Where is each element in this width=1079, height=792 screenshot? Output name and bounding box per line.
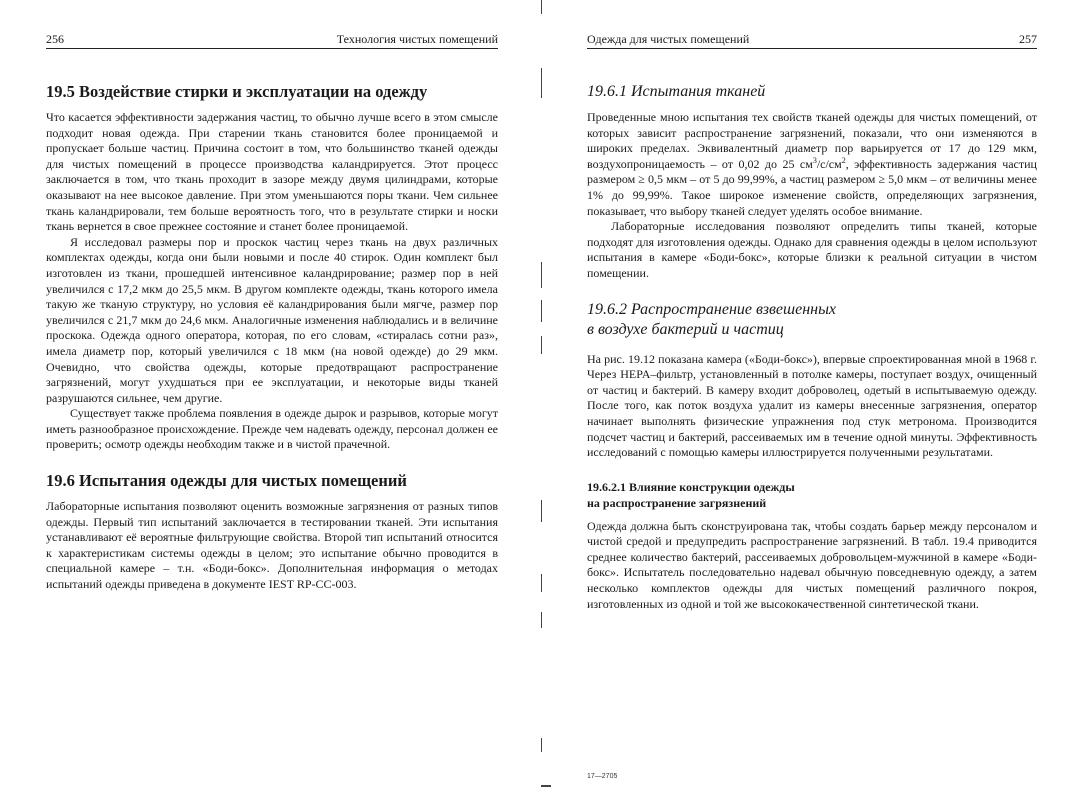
superscript-cube: 3 (812, 155, 817, 165)
fabric-tests-text-b: /с/см (816, 156, 842, 171)
superscript-square: 2 (841, 155, 846, 165)
right-page-number: 257 (1019, 32, 1037, 46)
book-gutter (540, 0, 544, 792)
section-19-6-2-1-heading-line-1: 19.6.2.1 Влияние конструкции одежды (587, 479, 795, 494)
section-19-6-2-1-heading (587, 479, 1037, 511)
section-19-6-2-heading (587, 300, 1037, 340)
section-19-6-2-1-heading-line-2: на распространение загрязнений (587, 495, 767, 510)
gutter-corner-mark (541, 785, 551, 787)
left-text-block (46, 82, 498, 593)
section-19-6-1-paragraph-2: Лабораторные исследования позволяют определить типы тканей, которые подходят для изготовления одежды. Однако для сравнения одежды в целом используют испытания в камере «Боди-бокс», которые близки к реальной ситуации в чистом помещении. (587, 219, 1037, 280)
section-19-6-1-paragraph-1 (587, 110, 1037, 219)
right-running-title: Одежда для чистых помещений (587, 32, 750, 46)
section-19-6-2-heading-line-1: 19.6.2 Распространение взвешенных (587, 300, 837, 318)
section-19-6-heading: 19.6 Испытания одежды для чистых помещений (46, 471, 407, 491)
section-19-5-paragraph-1: Что касается эффективности задержания частиц, то обычно лучше всего в этом смысле подходит новая одежда. При старении ткань становится более проницаемой и пропускает больше частиц. Причина состоит в том, что большинство тканей одежды для чистых помещений в процессе производства каландрируется. Этот процесс заключается в том, что ткань проходит в зазоре между двумя цилиндрами, которые оказывают на нее высокое давление. При этом уменьшаются поры ткани. Чем сильнее ткань каландрировали, тем больше вероятность того, что в результате стирки и носки ткань вернется в свое прежнее состояние и станет более проницаемой. (46, 110, 498, 234)
printer-signature: 17—2705 (587, 773, 618, 780)
section-19-6-paragraph-1: Лабораторные испытания позволяют оценить возможные загрязнения от разных типов одежды. Первый тип испытаний заключается в тестировании тканей. Эти испытания устанавливают её вероятные фильтрующие свойства. Второй тип испытаний относится к характеристикам системы одежды в целом; это испытание обычно проводится в специальной камере – т.н. «Боди-бокс». Дополнительная информация о методах испытаний одежды приведена в документе IEST RP-CC-003. (46, 499, 498, 592)
left-running-head (46, 30, 498, 49)
section-19-5-heading: 19.5 Воздействие стирки и эксплуатации на одежду (46, 82, 428, 101)
section-19-6-1-heading: 19.6.1 Испытания тканей (587, 83, 766, 100)
left-page-number: 256 (46, 32, 64, 46)
left-running-title: Технология чистых помещений (336, 32, 498, 46)
section-19-6-2-heading-line-2: в воздухе бактерий и частиц (587, 320, 784, 338)
section-19-6-2-paragraph-1: На рис. 19.12 показана камера («Боди-бокс»), впервые спроектированная мной в 1968 г. Через HEPA–фильтр, установленный в потолке камеры, поступает воздух, очищенный от частиц и бактерий. В камеру входит доброволец, одетый в испытываемую одежду. После того, как поток воздуха удалит из камеры внесенные загрязнения, оператор начинает выполнять физические упражнения под стук метронома. Производится подсчет частиц и бактерий, рассеиваемых им в течение одной минуты. Эффективность исследований с помощью камеры иллюстрируется полученными результатами. (587, 351, 1037, 460)
section-19-5-paragraph-2: Я исследовал размеры пор и проскок частиц через ткань на двух различных комплектах одежды, когда они были новыми и после 40 стирок. Один комплект был изготовлен из ткани, прошедшей интенсивное каландрирование; размер пор в ней увеличился с 17,2 мкм до 25,5 мкм. В другом комплекте одежды, ткань которого имела такую же тканую структуру, но условия её каландрирования были мягче, размер пор увеличился с 21,7 мкм до 24,6 мкм. Аналогичные изменения наблюдались и в величине проскока. Одежда одного оператора, которая, по его словам, «стиралась сотни раз», имела диаметр пор, который увеличился с 18 мкм (на новой одежде) до 29 мкм. Очевидно, что свойства одежды, которые предотвращают распространение загрязнений, могут ухудшаться при ее эксплуатации, и некоторые виды тканей разрушаются сильнее, чем другие. (46, 234, 498, 405)
section-19-6-2-1-paragraph-1: Одежда должна быть сконструирована так, чтобы создать барьер между персоналом и чистой средой и предупредить распространение загрязнений. В табл. 19.4 приводится среднее количество бактерий, рассеиваемых добровольцем-мужчиной в камере «Боди-бокс». Испытатель последовательно надевал обычную повседневную одежду, а затем несколько комплектов одежды для чистых помещений различного покроя, изготовленных из одной и той же высококачественной синтетической ткани. (587, 518, 1037, 611)
fabric-tests-text-a: Проведенные мною испытания тех свойств тканей одежды для чистых помещений, от которых зависит распространение загрязнений, показали, что они изменяются в широких пределах. Эквивалентный диаметр пор варьируется от 17 до 129 мкм, воздухопроницаемость – от 0,02 до 25 см (587, 110, 1037, 171)
section-19-5-paragraph-3: Существует также проблема появления в одежде дырок и разрывов, которые могут иметь разнообразное происхождение. Прежде чем надевать одежду, персонал должен ее проверить; осмотр одежды необходим также и в чистой прачечной. (46, 406, 498, 452)
fabric-tests-text-c: , эффективность задержания частиц размером ≥ 0,5 мкм – от 5 до 99,99%, а частиц размером ≥ 5,0 мкм – от величины менее 1% до 99,99%. Такое широкое изменение свойств, определяющих загрязнения, показывает, что выбору тканей следует уделять особое внимание. (587, 156, 1037, 218)
right-text-block (587, 82, 1037, 612)
right-running-head (587, 30, 1037, 49)
